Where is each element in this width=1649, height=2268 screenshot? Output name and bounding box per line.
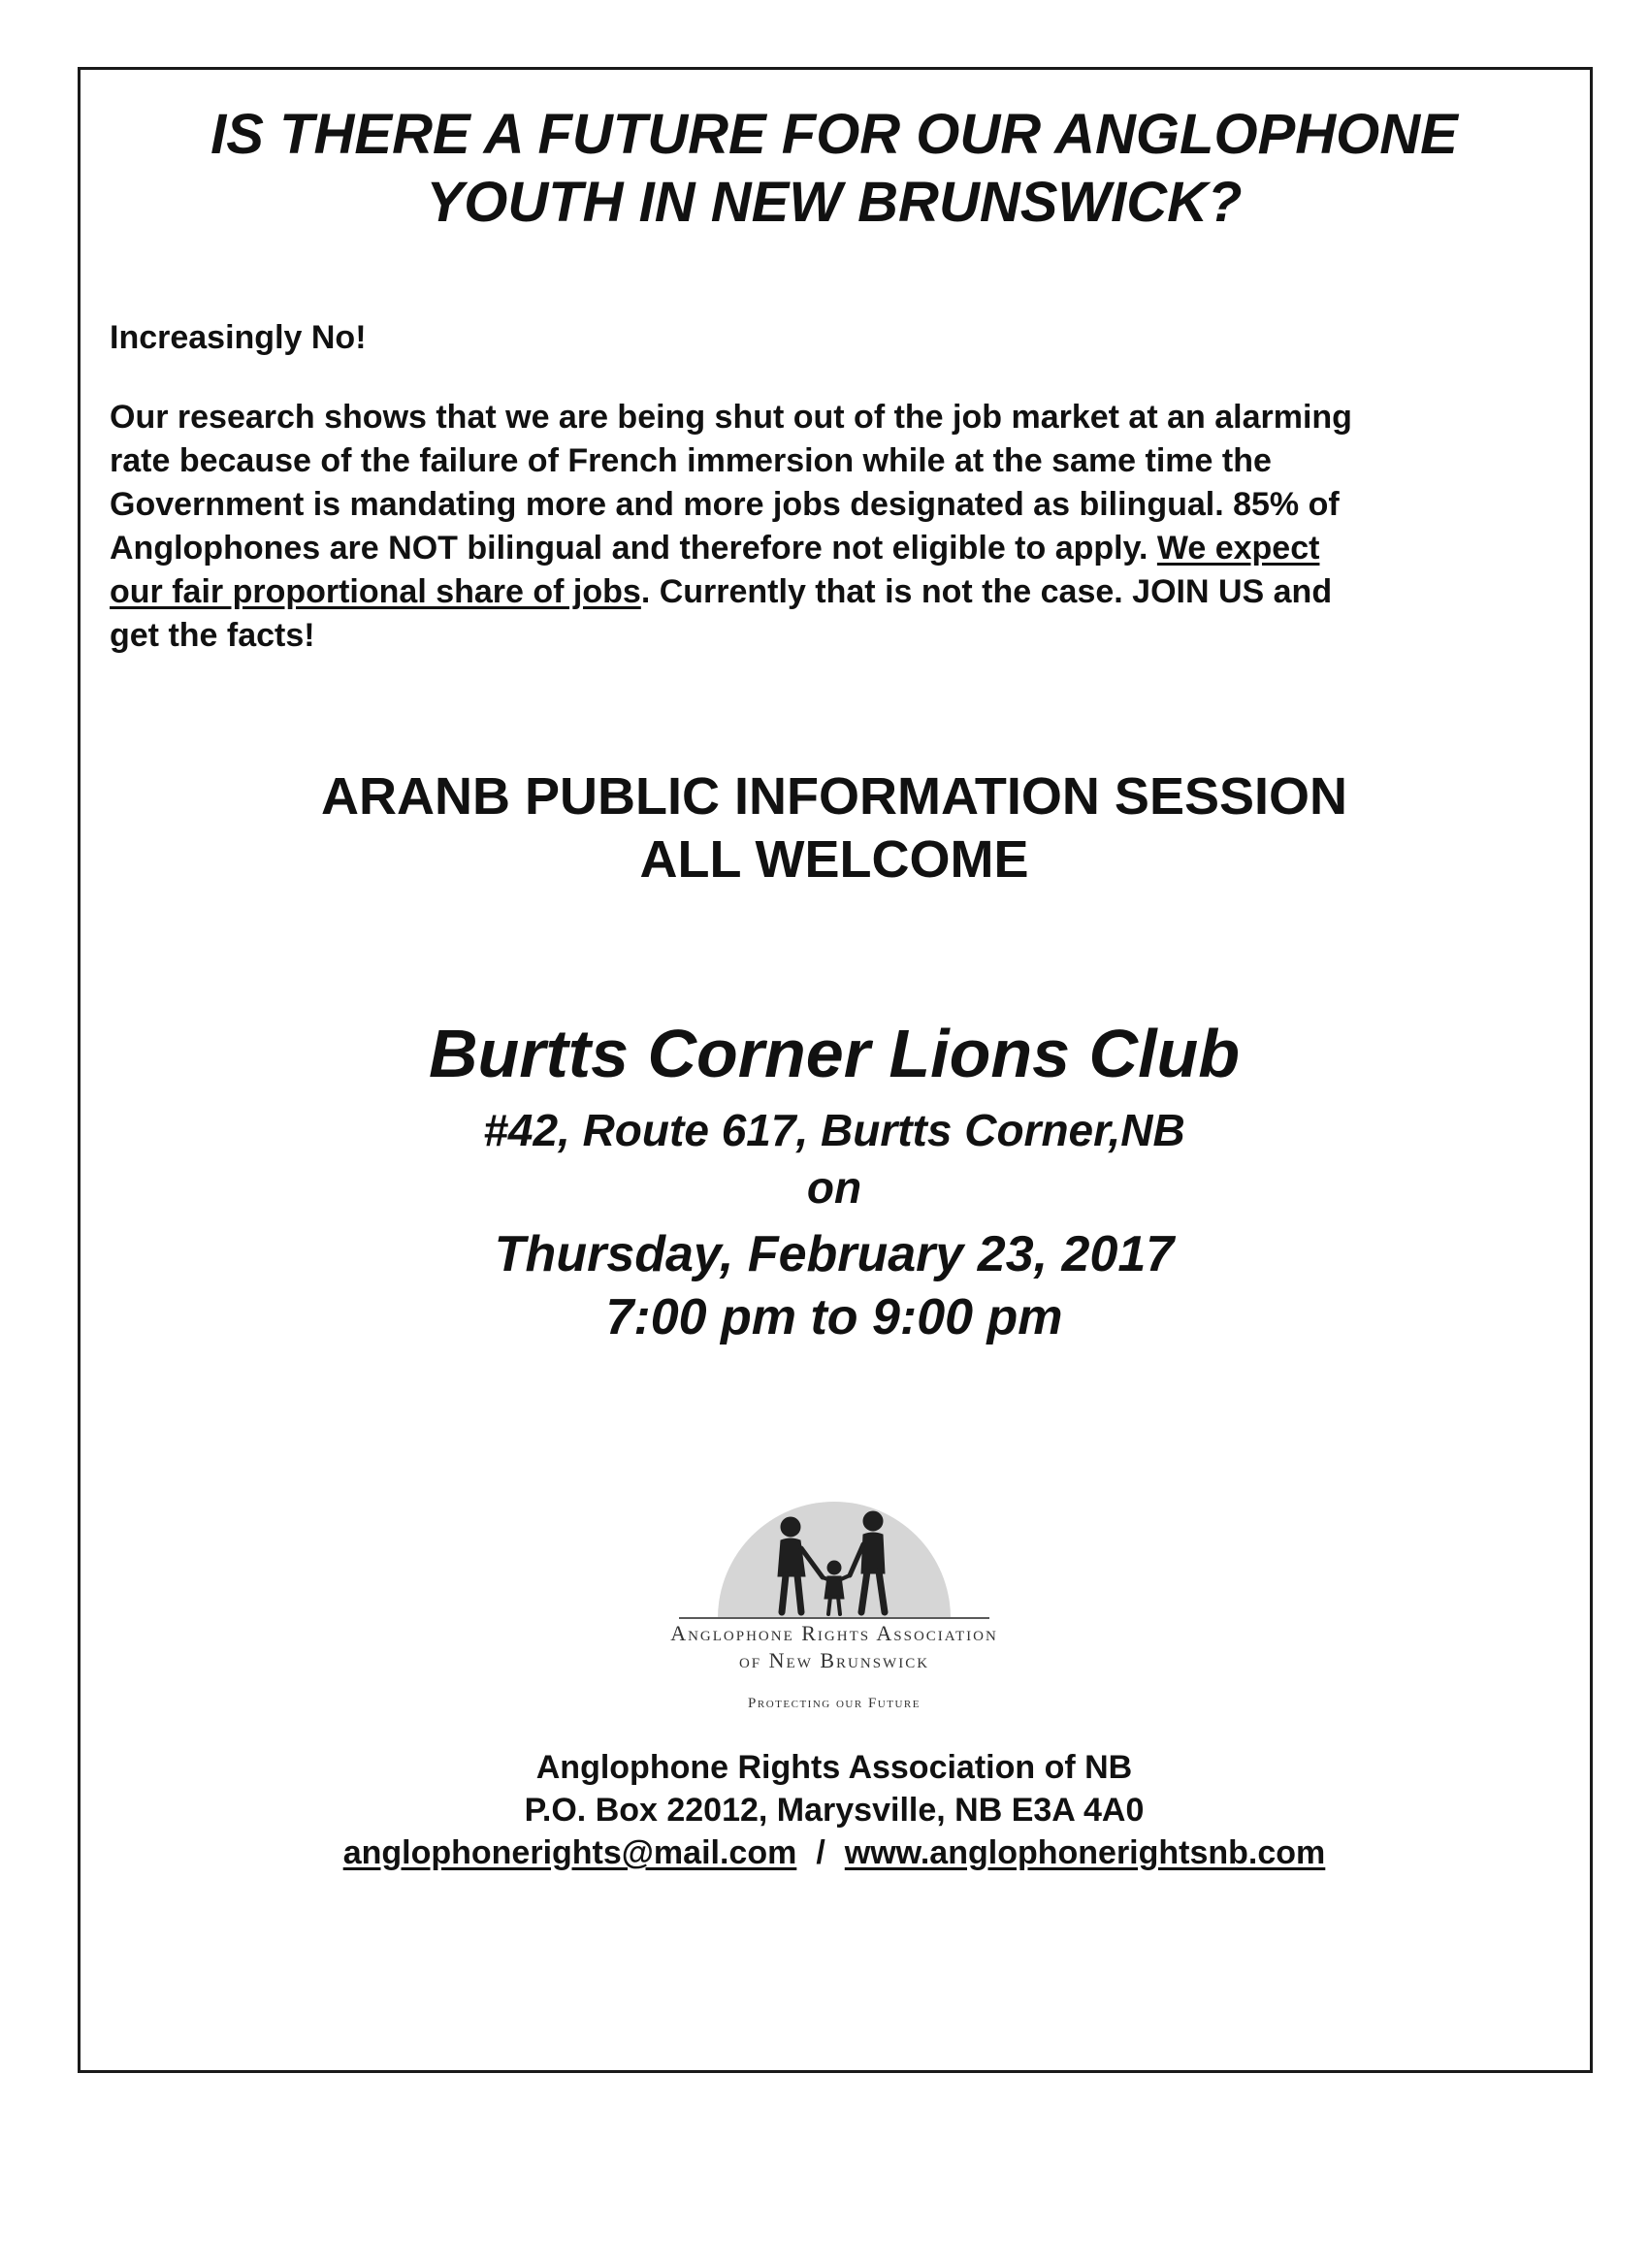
contact-org: Anglophone Rights Association of NB: [535, 1749, 1133, 1786]
headline-line-1: IS THERE A FUTURE FOR OUR ANGLOPHONE: [210, 103, 1458, 166]
logo-tagline: Protecting our Future: [748, 1696, 921, 1711]
body-paragraph: [110, 396, 1584, 658]
logo-sunrise-circle-icon: [718, 1502, 951, 1618]
body-line-4-text: Anglophones are NOT bilingual and therefore not eligible to apply.: [110, 530, 1157, 567]
body-line-4: [110, 527, 1584, 570]
body-line-6: get the facts!: [110, 617, 315, 654]
headline-line-2: YOUTH IN NEW BRUNSWICK?: [426, 171, 1243, 234]
body-line-4-underlined: We expect: [1156, 530, 1320, 567]
body-line-5: [110, 570, 1584, 614]
venue-on: on: [806, 1162, 862, 1213]
session-line-2: ALL WELCOME: [639, 830, 1029, 889]
email-link[interactable]: anglophonerights@mail.com: [342, 1834, 797, 1871]
intro-text: Increasingly No!: [110, 319, 367, 356]
body-line-2: rate because of the failure of French immersion while at the same time the: [110, 442, 1272, 479]
logo-org-line-2: of New Brunswick: [738, 1648, 930, 1672]
logo-org-line-1: Anglophone Rights Association: [670, 1621, 998, 1645]
website-link[interactable]: www.anglophonerightsnb.com: [844, 1834, 1326, 1871]
session-line-1: ARANB PUBLIC INFORMATION SESSION: [320, 767, 1347, 826]
event-time: 7:00 pm to 9:00 pm: [605, 1289, 1063, 1345]
contact-block: [0, 1746, 1649, 1874]
venue-name: Burtts Corner Lions Club: [428, 1016, 1241, 1091]
link-separator: /: [816, 1834, 825, 1871]
logo-wordmark: [524, 1620, 1145, 1713]
body-line-1: Our research shows that we are being shut out of the job market at an alarming: [110, 399, 1352, 436]
venue-details: [0, 1100, 1649, 1348]
headline: [0, 101, 1649, 237]
event-date: Thursday, February 23, 2017: [494, 1226, 1175, 1282]
contact-address: P.O. Box 22012, Marysville, NB E3A 4A0: [524, 1792, 1145, 1829]
body-line-3: Government is mandating more and more jobs designated as bilingual. 85% of: [110, 486, 1340, 523]
body-line-5-text: . Currently that is not the case. JOIN US and: [640, 573, 1333, 610]
session-heading: [0, 765, 1649, 891]
venue-address: #42, Route 617, Burtts Corner,NB: [483, 1105, 1185, 1155]
body-line-5-underlined: our fair proportional share of jobs: [110, 573, 641, 610]
contact-links: [0, 1831, 1649, 1874]
